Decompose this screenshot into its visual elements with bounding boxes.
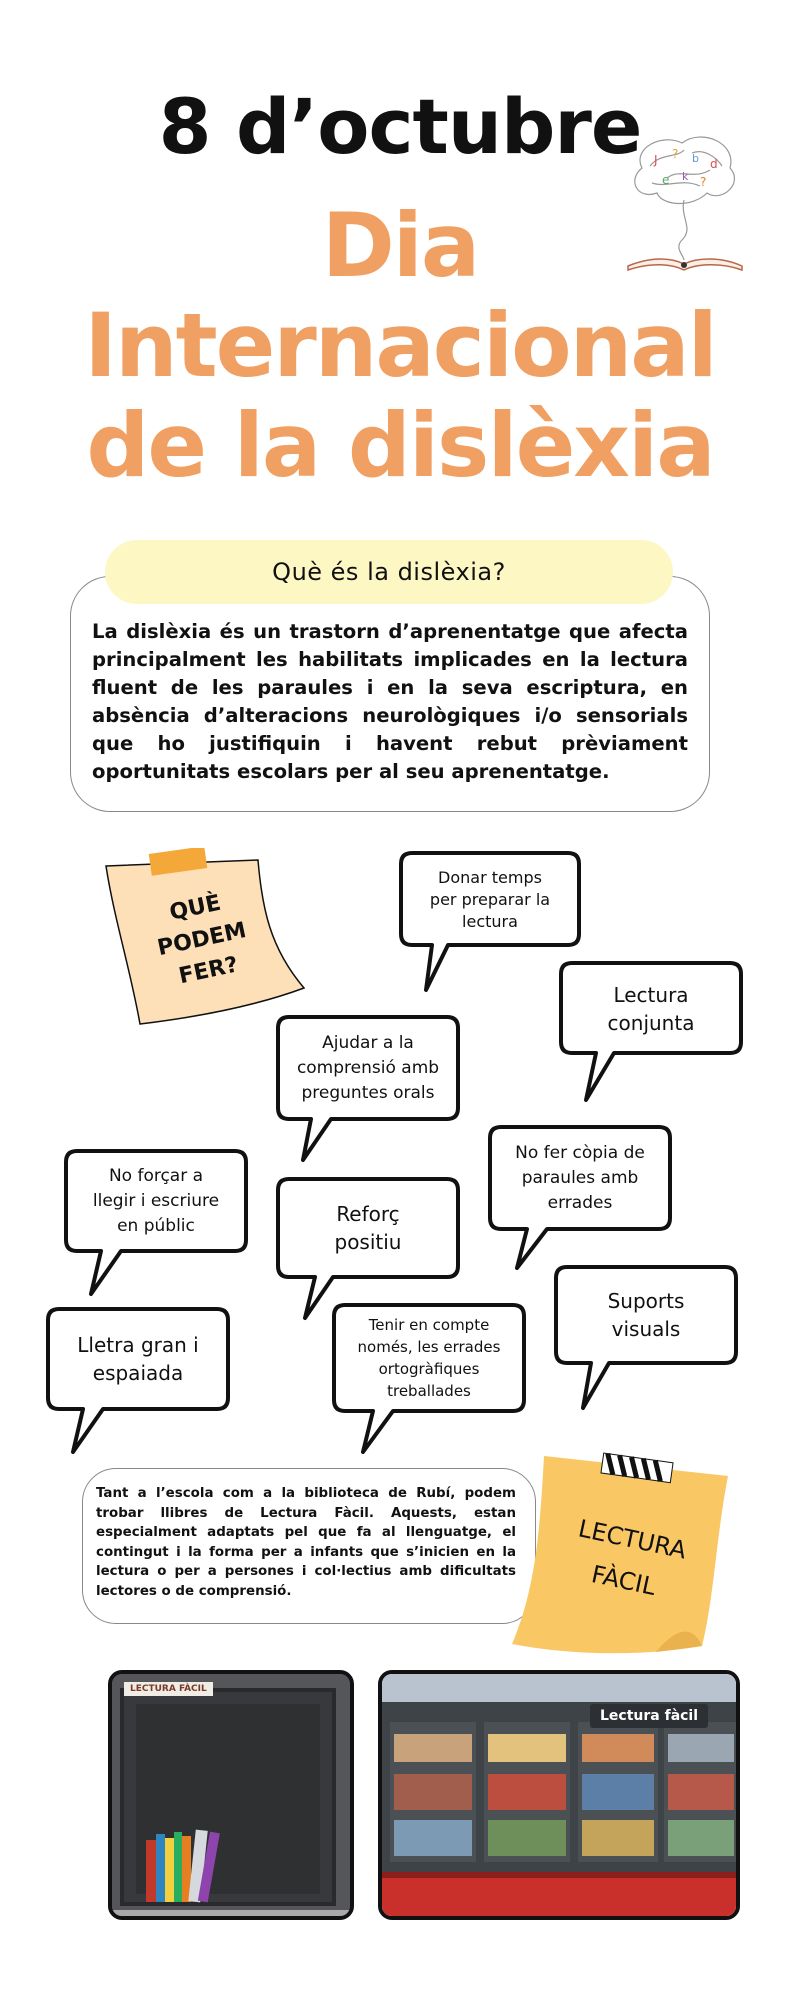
svg-text:d: d — [710, 157, 718, 171]
bubble-line: per preparar la — [429, 890, 551, 909]
title-line-2: Internacional — [84, 294, 716, 397]
bubble-line: treballades — [387, 1382, 471, 1400]
title-line-1: Dia — [321, 194, 479, 297]
bubble-line: comprensió amb — [296, 1057, 440, 1078]
easy-reading-info-text: Tant a l’escola com a la biblioteca de Rubí, podem trobar llibres de Lectura Fàcil. Aquests, estan especialment adaptats pel que fa al llenguatge, el contingut i la forma per a infants que s’inicien en la lectura o per a persones i col·lectius amb dificultats lectores o de comprensió. — [96, 1486, 516, 1599]
bubble-comprehension — [279, 1020, 457, 1116]
photo-easy-reading-shelf — [108, 1670, 354, 1920]
svg-text:?: ? — [700, 175, 707, 189]
bubble-no-copy — [491, 1130, 669, 1226]
date-heading: 8 d’octubre — [158, 82, 642, 171]
svg-text:e: e — [662, 173, 670, 187]
bubble-large-letters — [49, 1312, 227, 1406]
definition-text: La dislèxia és un trastorn d’aprenentatge que afecta principalment les habilitats implicades en la lectura fluent de les paraules i en la seva escriptura, en absència d’alteracions neurològiques i/o sensorials que ho justifiquin i havent rebut prèviament oportunitats escolars per al seu aprenentatge. — [92, 620, 688, 783]
bubble-line: No forçar a — [108, 1165, 204, 1186]
bubble-line: en públic — [117, 1215, 195, 1236]
note-line-2: FÀCIL — [589, 1560, 659, 1601]
title-line-3: de la dislèxia — [86, 394, 714, 497]
bubble-line: Lletra gran i — [77, 1333, 199, 1357]
bubble-line: ortogràfiques — [378, 1360, 480, 1378]
heading-line-1: QUÈ — [167, 890, 224, 926]
svg-text:?: ? — [672, 147, 679, 161]
note-line-1: LECTURA — [575, 1514, 689, 1565]
brain-book-icon — [622, 128, 746, 278]
bubble-line: Tenir en compte — [368, 1316, 490, 1334]
bubble-line: positiu — [334, 1230, 402, 1254]
bubble-visual-supports — [557, 1270, 735, 1360]
bubble-no-force — [67, 1154, 245, 1248]
bubble-line: No fer còpia de — [515, 1142, 645, 1163]
bubble-joint-reading — [562, 966, 740, 1052]
bubble-line: Ajudar a la — [322, 1032, 414, 1053]
shelf-label: LECTURA FÀCIL — [124, 1682, 213, 1696]
bubble-line: Donar temps — [438, 868, 542, 887]
bubble-line: errades — [547, 1192, 613, 1213]
svg-text:k: k — [682, 170, 689, 183]
bubble-reading-time — [402, 856, 578, 944]
bubble-line: Reforç — [336, 1202, 400, 1226]
bubble-positive-reinforcement — [279, 1182, 457, 1274]
bubble-practised-errors — [335, 1308, 523, 1408]
bubble-line: paraules amb — [521, 1167, 639, 1188]
bubble-line: lectura — [462, 912, 518, 931]
library-label: Lectura fàcil — [590, 1704, 708, 1728]
bubble-line: conjunta — [607, 1011, 695, 1035]
bubble-line: llegir i escriure — [92, 1190, 220, 1211]
bubble-line: visuals — [611, 1317, 681, 1341]
bubble-line: només, les errades — [357, 1338, 501, 1356]
definition-question: Què és la dislèxia? — [105, 540, 673, 604]
bubble-line: Lectura — [613, 983, 689, 1007]
svg-text:b: b — [692, 152, 699, 165]
bubble-line: preguntes orals — [301, 1082, 435, 1103]
svg-text:J: J — [654, 153, 658, 167]
heading-line-2: PODEM — [155, 917, 249, 962]
heading-line-3: FER? — [176, 952, 241, 990]
photo-library-shelves — [378, 1670, 740, 1920]
shelf-illustration — [112, 1674, 354, 1920]
bubble-line: Suports — [607, 1289, 685, 1313]
bubble-line: espaiada — [92, 1361, 184, 1385]
